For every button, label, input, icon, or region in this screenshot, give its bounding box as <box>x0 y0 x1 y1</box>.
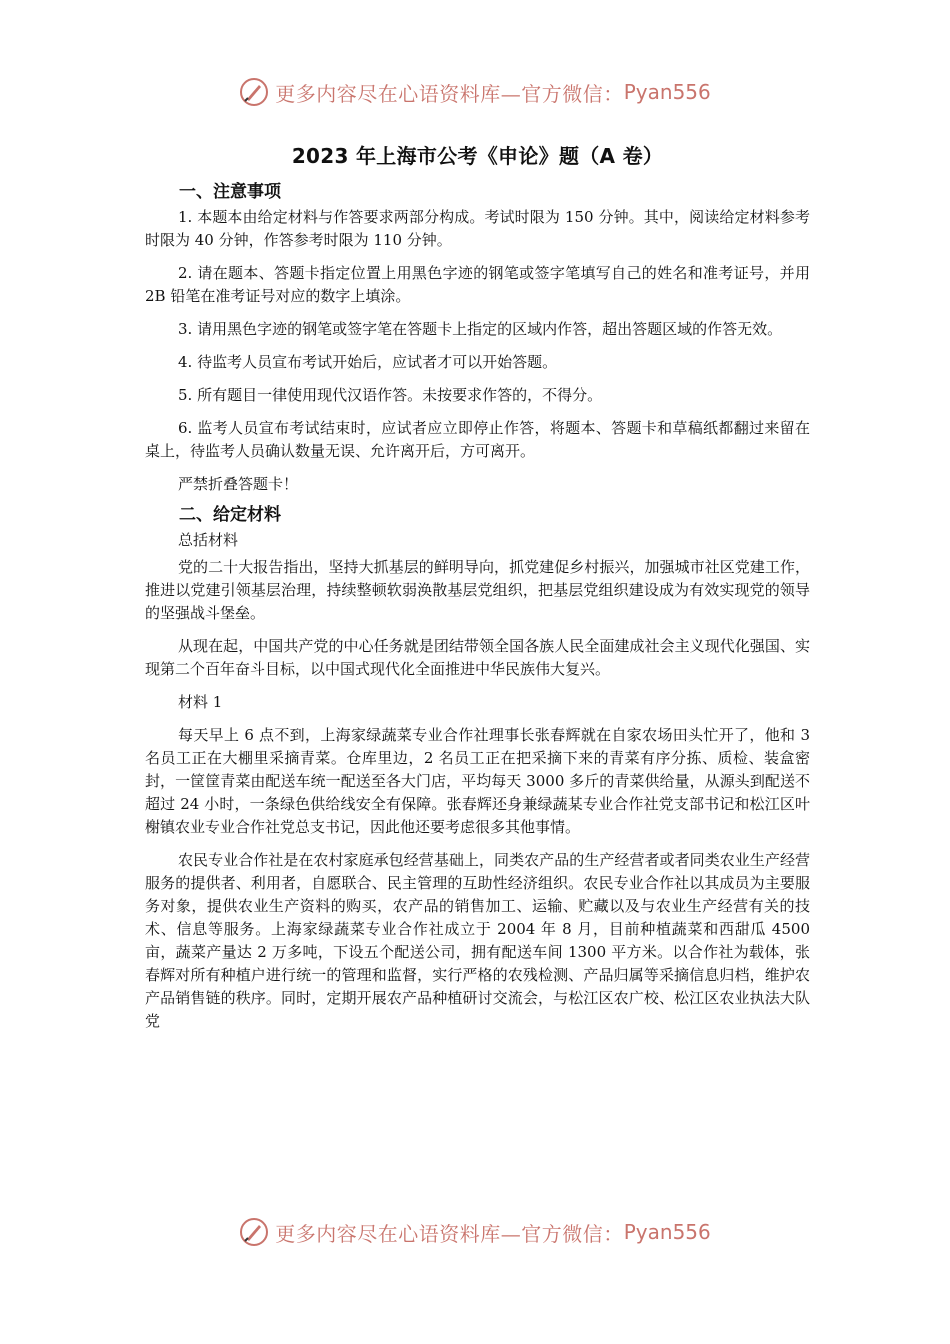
banner-text: 更多内容尽在心语资料库—官方微信： <box>275 81 624 106</box>
warning-text: 严禁折叠答题卡！ <box>178 475 299 493</box>
footer-banner-text: 更多内容尽在心语资料库—官方微信： <box>275 1221 624 1246</box>
header-banner <box>0 72 950 112</box>
document-body <box>145 140 810 1043</box>
material1-label: 材料 1 <box>178 693 223 711</box>
quill-logo-icon <box>239 1217 269 1247</box>
notice-item-2: 2. 请在题本、答题卡指定位置上用黑色字迹的钢笔或签字笔填写自己的姓名和准考证号，并用 2B 铅笔在准考证号对应的数字上填涂。 <box>145 264 810 305</box>
notice-item-6: 6. 监考人员宣布考试结束时，应试者应立即停止作答，将题本、答题卡和草稿纸都翻过来留在桌上，待监考人员确认数量无误、允许离开后，方可离开。 <box>145 419 810 460</box>
notice-item-4: 4. 待监考人员宣布考试开始后，应试者才可以开始答题。 <box>178 353 558 371</box>
section-heading-notice: 一、注意事项 <box>179 182 281 202</box>
section-heading-materials: 二、给定材料 <box>179 505 281 525</box>
page-title: 2023 年上海市公考《申论》题（A 卷） <box>291 144 664 168</box>
footer-banner <box>0 1212 950 1252</box>
summary-paragraph-2: 从现在起，中国共产党的中心任务就是团结带领全国各族人民全面建成社会主义现代化强国、实现第二个百年奋斗目标，以中国式现代化全面推进中华民族伟大复兴。 <box>145 637 810 678</box>
footer-banner-handle: Pyan556 <box>623 1220 711 1244</box>
notice-item-5: 5. 所有题目一律使用现代汉语作答。未按要求作答的，不得分。 <box>178 386 603 404</box>
notice-item-3: 3. 请用黑色字迹的钢笔或签字笔在答题卡上指定的区域内作答，超出答题区域的作答无效。 <box>178 320 783 338</box>
banner-handle: Pyan556 <box>623 80 711 104</box>
material1-paragraph-1: 每天早上 6 点不到，上海家绿蔬菜专业合作社理事长张春辉就在自家农场田头忙开了，他和 3 名员工正在大棚里采摘青菜。仓库里边，2 名员工正在把采摘下来的青菜有序分拣、质检、装盒密封，一筐筐青菜由配送车统一配送至各大门店，平均每天 3000 多斤的青菜供给量，从源头到配送不超过 24 小时，一条绿色供给线安全有保障。张春辉还身兼绿蔬某专业合作社党支部书记和松江区叶榭镇农业专业合作社党总支书记，因此他还要考虑很多其他事情。 <box>145 726 810 836</box>
summary-label: 总括材料 <box>178 531 239 549</box>
quill-logo-icon <box>239 77 269 107</box>
material1-paragraph-2: 农民专业合作社是在农村家庭承包经营基础上，同类农产品的生产经营者或者同类农业生产经营服务的提供者、利用者，自愿联合、民主管理的互助性经济组织。农民专业合作社以其成员为主要服务对象，提供农业生产资料的购买，农产品的销售加工、运输、贮藏以及与农业生产经营有关的技术、信息等服务。上海家绿蔬菜专业合作社成立于 2004 年 8 月，目前种植蔬菜和西甜瓜 4500 亩，蔬菜产量达 2 万多吨，下设五个配送公司，拥有配送车间 1300 平方米。以合作社为载体，张春辉对所有种植户进行统一的管理和监督，实行严格的农残检测、产品归属等采摘信息归档，维护农产品销售链的秩序。同时，定期开展农产品种植研讨交流会，与松江区农广校、松江区农业执法大队党 <box>145 851 810 1030</box>
summary-paragraph-1: 党的二十大报告指出，坚持大抓基层的鲜明导向，抓党建促乡村振兴，加强城市社区党建工作，推进以党建引领基层治理，持续整顿软弱涣散基层党组织，把基层党组织建设成为有效实现党的领导的坚强战斗堡垒。 <box>145 558 810 622</box>
notice-item-1: 1. 本题本由给定材料与作答要求两部分构成。考试时限为 150 分钟。其中，阅读给定材料参考时限为 40 分钟，作答参考时限为 110 分钟。 <box>145 208 810 249</box>
